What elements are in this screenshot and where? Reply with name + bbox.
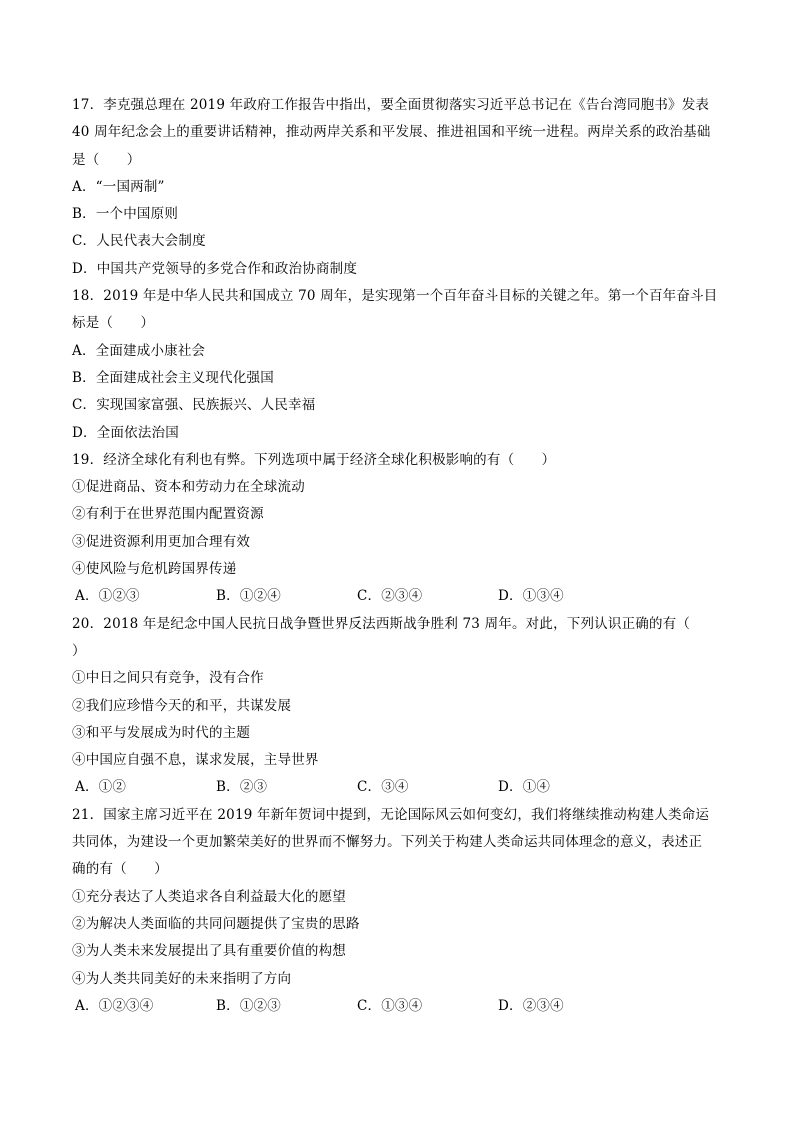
option-d: D．全面依法治国 bbox=[72, 424, 179, 441]
statement-2: ②有利于在世界范围内配置资源 bbox=[72, 506, 264, 523]
choice-a: A．①②③ bbox=[75, 588, 140, 605]
question-stem-line: 40 周年纪念会上的重要讲话精神，推动两岸关系和平发展、推进祖国和平统一进程。两岸关系的政治基础 bbox=[72, 124, 711, 141]
choice-b: B．①②③ bbox=[216, 997, 281, 1014]
question-stem-line: 共同体，为建设一个更加繁荣美好的世界而不懈努力。下列关于构建人类命运共同体理念的意义，表述正 bbox=[72, 834, 703, 851]
option-c: C．实现国家富强、民族振兴、人民幸福 bbox=[72, 397, 316, 414]
document-page bbox=[72, 92, 722, 1020]
statement-2: ②我们应珍惜今天的和平，共谋发展 bbox=[72, 697, 292, 714]
choice-d: D．①④ bbox=[498, 779, 551, 796]
statement-1: ①中日之间只有竞争，没有合作 bbox=[72, 670, 264, 687]
choice-c: C．②③④ bbox=[357, 588, 423, 605]
statement-4: ④中国应自强不息，谋求发展，主导世界 bbox=[72, 752, 319, 769]
statement-3: ③为人类未来发展提出了具有重要价值的构想 bbox=[72, 943, 346, 960]
question-stem-line: 19．经济全球化有利也有弊。下列选项中属于经济全球化积极影响的有（ ） bbox=[72, 451, 556, 468]
statement-1: ①充分表达了人类追求各自利益最大化的愿望 bbox=[72, 888, 346, 905]
question-19 bbox=[72, 447, 722, 611]
question-stem-line: 18．2019 年是中华人民共和国成立 70 周年，是实现第一个百年奋斗目标的关键之年。第一个百年奋斗目 bbox=[72, 288, 718, 305]
option-d: D．中国共产党领导的多党合作和政治协商制度 bbox=[72, 260, 358, 277]
option-b: B．全面建成社会主义现代化强国 bbox=[72, 369, 274, 386]
choice-b: B．①②④ bbox=[216, 588, 281, 605]
option-a: A．全面建成小康社会 bbox=[72, 342, 206, 359]
question-stem-line: 确的有（ ） bbox=[72, 861, 168, 878]
question-stem-line: 是（ ） bbox=[72, 151, 141, 168]
choices-row bbox=[72, 583, 722, 610]
choice-c: C．③④ bbox=[357, 779, 409, 796]
question-21 bbox=[72, 802, 722, 1020]
question-20 bbox=[72, 611, 722, 802]
question-stem-line: ） bbox=[72, 642, 86, 659]
statement-1: ①促进商品、资本和劳动力在全球流动 bbox=[72, 479, 305, 496]
choice-a: A．①② bbox=[75, 779, 127, 796]
statement-4: ④为人类共同美好的未来指明了方向 bbox=[72, 970, 292, 987]
choice-c: C．①③④ bbox=[357, 997, 423, 1014]
question-stem-line: 标是（ ） bbox=[72, 315, 155, 332]
option-a: A．“一国两制” bbox=[72, 178, 165, 195]
option-b: B．一个中国原则 bbox=[72, 206, 179, 223]
choice-d: D．②③④ bbox=[498, 997, 564, 1014]
choices-row bbox=[72, 993, 722, 1020]
question-stem-line: 17．李克强总理在 2019 年政府工作报告中指出，要全面贯彻落实习近平总书记在《告台湾同胞书》发表 bbox=[72, 97, 710, 113]
statement-3: ③和平与发展成为时代的主题 bbox=[72, 724, 251, 741]
question-18 bbox=[72, 283, 722, 447]
statement-2: ②为解决人类面临的共同问题提供了宝贵的思路 bbox=[72, 915, 360, 932]
choice-b: B．②③ bbox=[216, 779, 268, 796]
option-c: C．人民代表大会制度 bbox=[72, 233, 206, 250]
question-17 bbox=[72, 92, 722, 283]
statement-4: ④使风险与危机跨国界传递 bbox=[72, 561, 237, 578]
question-stem-line: 21．国家主席习近平在 2019 年新年贺词中提到，无论国际风云如何变幻，我们将继续推动构建人类命运 bbox=[72, 806, 710, 823]
choice-d: D．①③④ bbox=[498, 588, 564, 605]
question-stem-line: 20．2018 年是纪念中国人民抗日战争暨世界反法西斯战争胜利 73 周年。对此，下列认识正确的有（ bbox=[72, 615, 691, 632]
choices-row bbox=[72, 774, 722, 801]
choice-a: A．①②③④ bbox=[75, 997, 154, 1014]
statement-3: ③促进资源利用更加合理有效 bbox=[72, 533, 251, 550]
